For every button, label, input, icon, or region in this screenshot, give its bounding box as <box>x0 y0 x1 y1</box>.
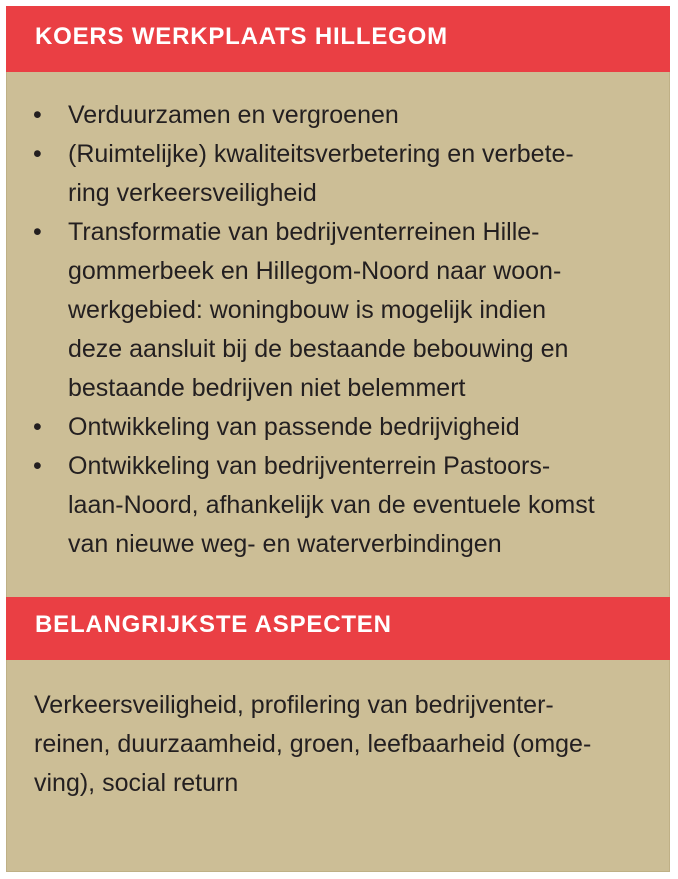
paragraph-line: Verkeersveiligheid, profilering van bedrijventer- <box>34 691 554 719</box>
list-item <box>28 408 648 447</box>
koers-title: KOERS WERKPLAATS HILLEGOM <box>35 23 448 50</box>
list-item-line: ring verkeersveiligheid <box>68 179 317 207</box>
bullet-icon: • <box>33 140 42 168</box>
list-item-line: van nieuwe weg- en waterverbindingen <box>68 530 502 558</box>
list-item-line: laan-Noord, afhankelijk van de eventuele komst <box>68 491 595 519</box>
list-item-line: bestaande bedrijven niet belemmert <box>68 374 466 402</box>
list-item-line: Verduurzamen en vergroenen <box>68 101 399 129</box>
paragraph-line: ving), social return <box>34 769 239 797</box>
list-item-line: Ontwikkeling van passende bedrijvigheid <box>68 413 520 441</box>
paragraph-line: reinen, duurzaamheid, groen, leefbaarheid (omge- <box>34 730 592 758</box>
list-item-line: werkgebied: woningbouw is mogelijk indien <box>68 296 547 324</box>
bullet-icon: • <box>33 101 42 129</box>
list-item-line: Transformatie van bedrijventerreinen Hille- <box>68 218 540 246</box>
list-item <box>28 135 648 213</box>
aspecten-paragraph <box>34 686 654 803</box>
koers-header <box>6 6 670 72</box>
bullet-icon: • <box>33 413 42 441</box>
list-item-line: gommerbeek en Hillegom-Noord naar woon- <box>68 257 562 285</box>
list-item-line: Ontwikkeling van bedrijventerrein Pastoors- <box>68 452 551 480</box>
list-item <box>28 96 648 135</box>
list-item-line: deze aansluit bij de bestaande bebouwing en <box>68 335 569 363</box>
list-item <box>28 213 648 408</box>
list-item <box>28 447 648 564</box>
bullet-icon: • <box>33 218 42 246</box>
bullet-icon: • <box>33 452 42 480</box>
koers-bullet-list <box>28 96 648 564</box>
list-item-line: (Ruimtelijke) kwaliteitsverbetering en verbete- <box>68 140 574 168</box>
aspecten-header <box>6 597 670 660</box>
aspecten-title: BELANGRIJKSTE ASPECTEN <box>35 611 392 638</box>
